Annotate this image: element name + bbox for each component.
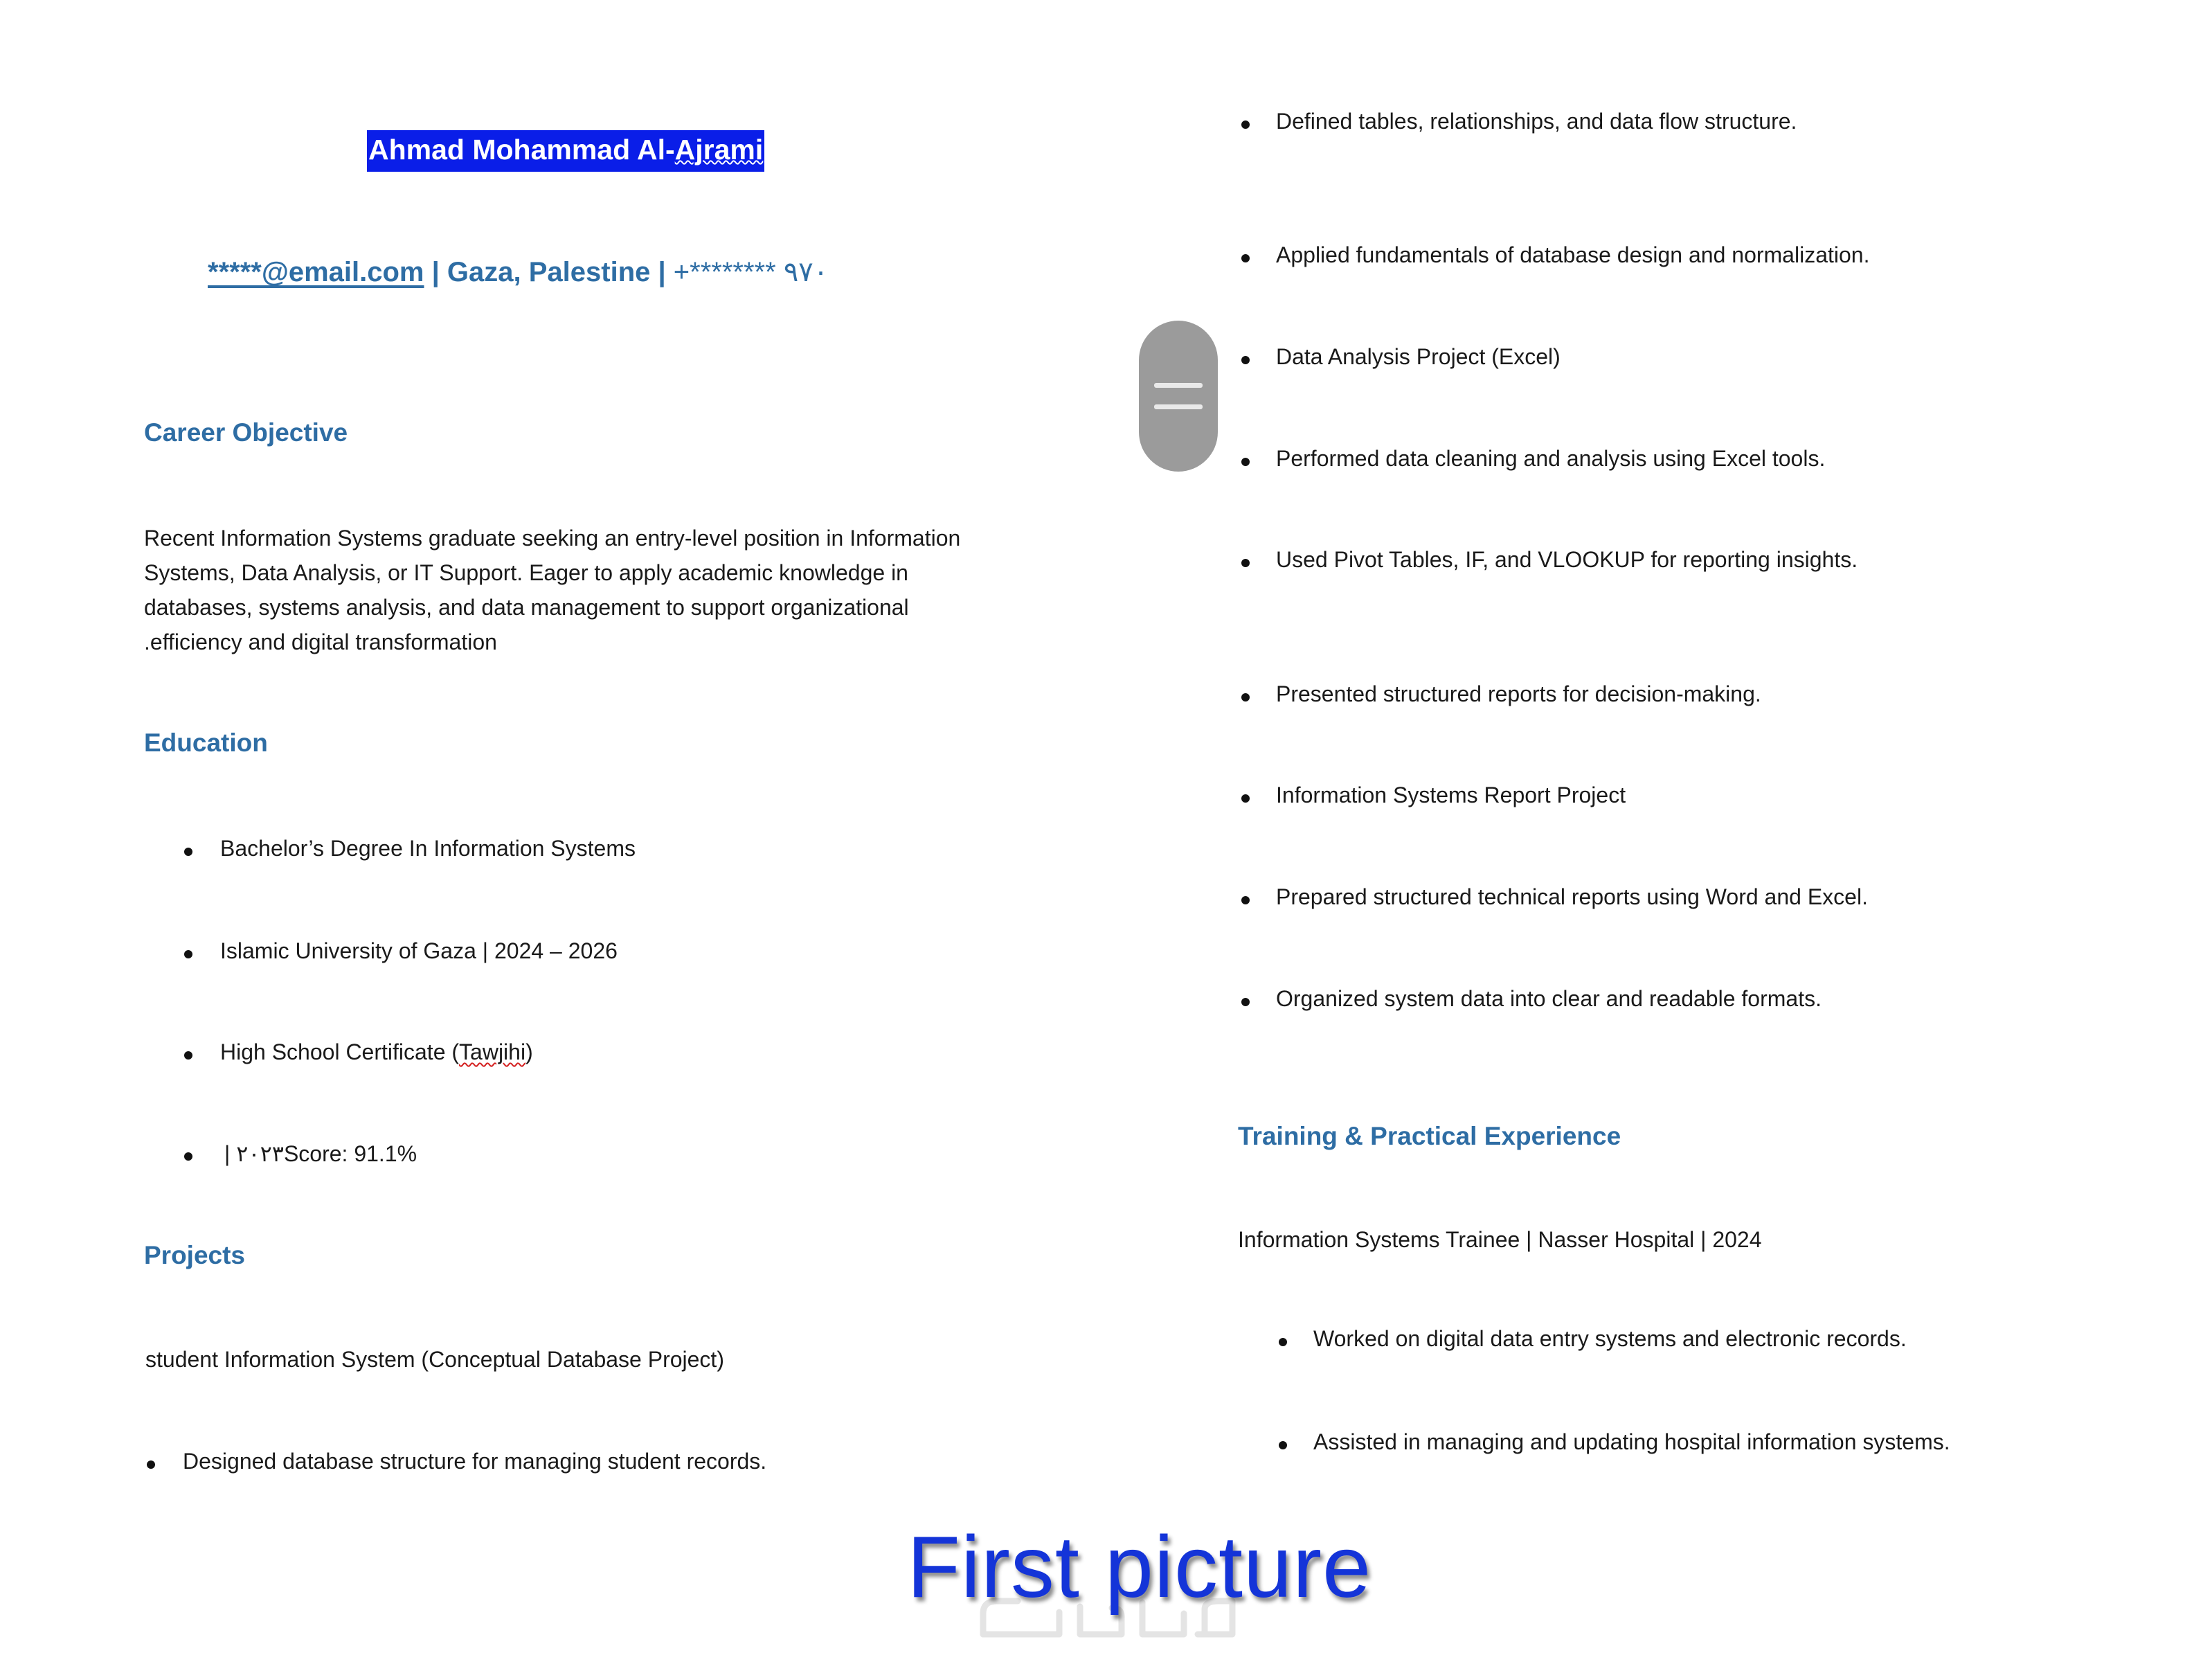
- bullet-dot: [1241, 998, 1250, 1006]
- right-bullet: Used Pivot Tables, IF, and VLOOKUP for reporting insights.: [1276, 547, 1858, 572]
- bullet-dot: [184, 950, 192, 958]
- resume-name: [367, 130, 764, 172]
- projects-heading: Projects: [144, 1241, 246, 1269]
- contact-location: | Gaza, Palestine |: [424, 257, 674, 287]
- contact-phone: +******** ٩٧٠: [673, 257, 829, 287]
- education-heading: Education: [144, 729, 268, 757]
- education-item: [220, 1039, 533, 1065]
- training-heading: Training & Practical Experience: [1238, 1122, 1621, 1150]
- bullet-dot: [1241, 356, 1250, 364]
- drag-handle-icon[interactable]: [1139, 321, 1218, 472]
- right-bullet: Defined tables, relationships, and data flow structure.: [1276, 109, 1797, 134]
- handle-grip-line: [1154, 404, 1203, 409]
- training-role: Information Systems Trainee | Nasser Hospital | 2024: [1238, 1227, 1762, 1252]
- bullet-dot: [184, 1152, 192, 1161]
- right-bullet: Applied fundamentals of database design and normalization.: [1276, 242, 1870, 267]
- right-bullet: Data Analysis Project (Excel): [1276, 344, 1561, 369]
- career-line: databases, systems analysis, and data management to support organizational: [144, 595, 909, 620]
- career-line: .efficiency and digital transformation: [144, 629, 497, 654]
- right-bullet: Performed data cleaning and analysis using Excel tools.: [1276, 446, 1826, 471]
- handle-grip-line: [1154, 383, 1203, 388]
- bullet-dot: [1241, 559, 1250, 567]
- contact-line: [208, 256, 828, 288]
- name-first: Ahmad Mohammad Al-: [368, 134, 675, 166]
- right-bullet: Prepared structured technical reports using Word and Excel.: [1276, 884, 1868, 909]
- education-item: Islamic University of Gaza | 2024 – 2026: [220, 938, 618, 963]
- project-title: student Information System (Conceptual Database Project): [145, 1347, 724, 1372]
- education-item: Bachelor’s Degree In Information Systems: [220, 836, 636, 861]
- right-bullet: Organized system data into clear and readable formats.: [1276, 986, 1822, 1011]
- education-item-text: High School Certificate (: [220, 1039, 460, 1064]
- training-bullet: Worked on digital data entry systems and electronic records.: [1313, 1326, 1907, 1351]
- training-bullet: Assisted in managing and updating hospital information systems.: [1313, 1429, 1950, 1454]
- education-item: | ٢٠٢٣Score: 91.1%: [224, 1141, 417, 1166]
- education-item-close: ): [525, 1039, 533, 1064]
- bullet-dot: [1241, 896, 1250, 904]
- bullet-dot: [1241, 254, 1250, 262]
- right-bullet: Information Systems Report Project: [1276, 783, 1626, 807]
- bullet-dot: [1241, 120, 1250, 129]
- image-caption: First picture: [907, 1518, 1372, 1616]
- bullet-dot: [184, 1051, 192, 1060]
- bullet-dot: [184, 848, 192, 856]
- career-objective-paragraph: [144, 521, 1016, 659]
- spellcheck-word: Tawjihi: [459, 1039, 526, 1064]
- bullet-dot: [1241, 458, 1250, 466]
- bullet-dot: [147, 1460, 155, 1469]
- bullet-dot: [1279, 1441, 1287, 1449]
- right-bullet: Presented structured reports for decision-making.: [1276, 681, 1761, 706]
- bullet-dot: [1279, 1338, 1287, 1346]
- contact-email-link[interactable]: *****@email.com: [208, 257, 424, 287]
- bullet-dot: [1241, 693, 1250, 702]
- career-line: Recent Information Systems graduate seeking an entry-level position in Information: [144, 526, 961, 551]
- name-last: Ajrami: [674, 134, 764, 166]
- career-line: Systems, Data Analysis, or IT Support. Eager to apply academic knowledge in: [144, 560, 908, 585]
- project-bullet: Designed database structure for managing student records.: [183, 1449, 767, 1474]
- career-objective-heading: Career Objective: [144, 418, 348, 447]
- bullet-dot: [1241, 794, 1250, 803]
